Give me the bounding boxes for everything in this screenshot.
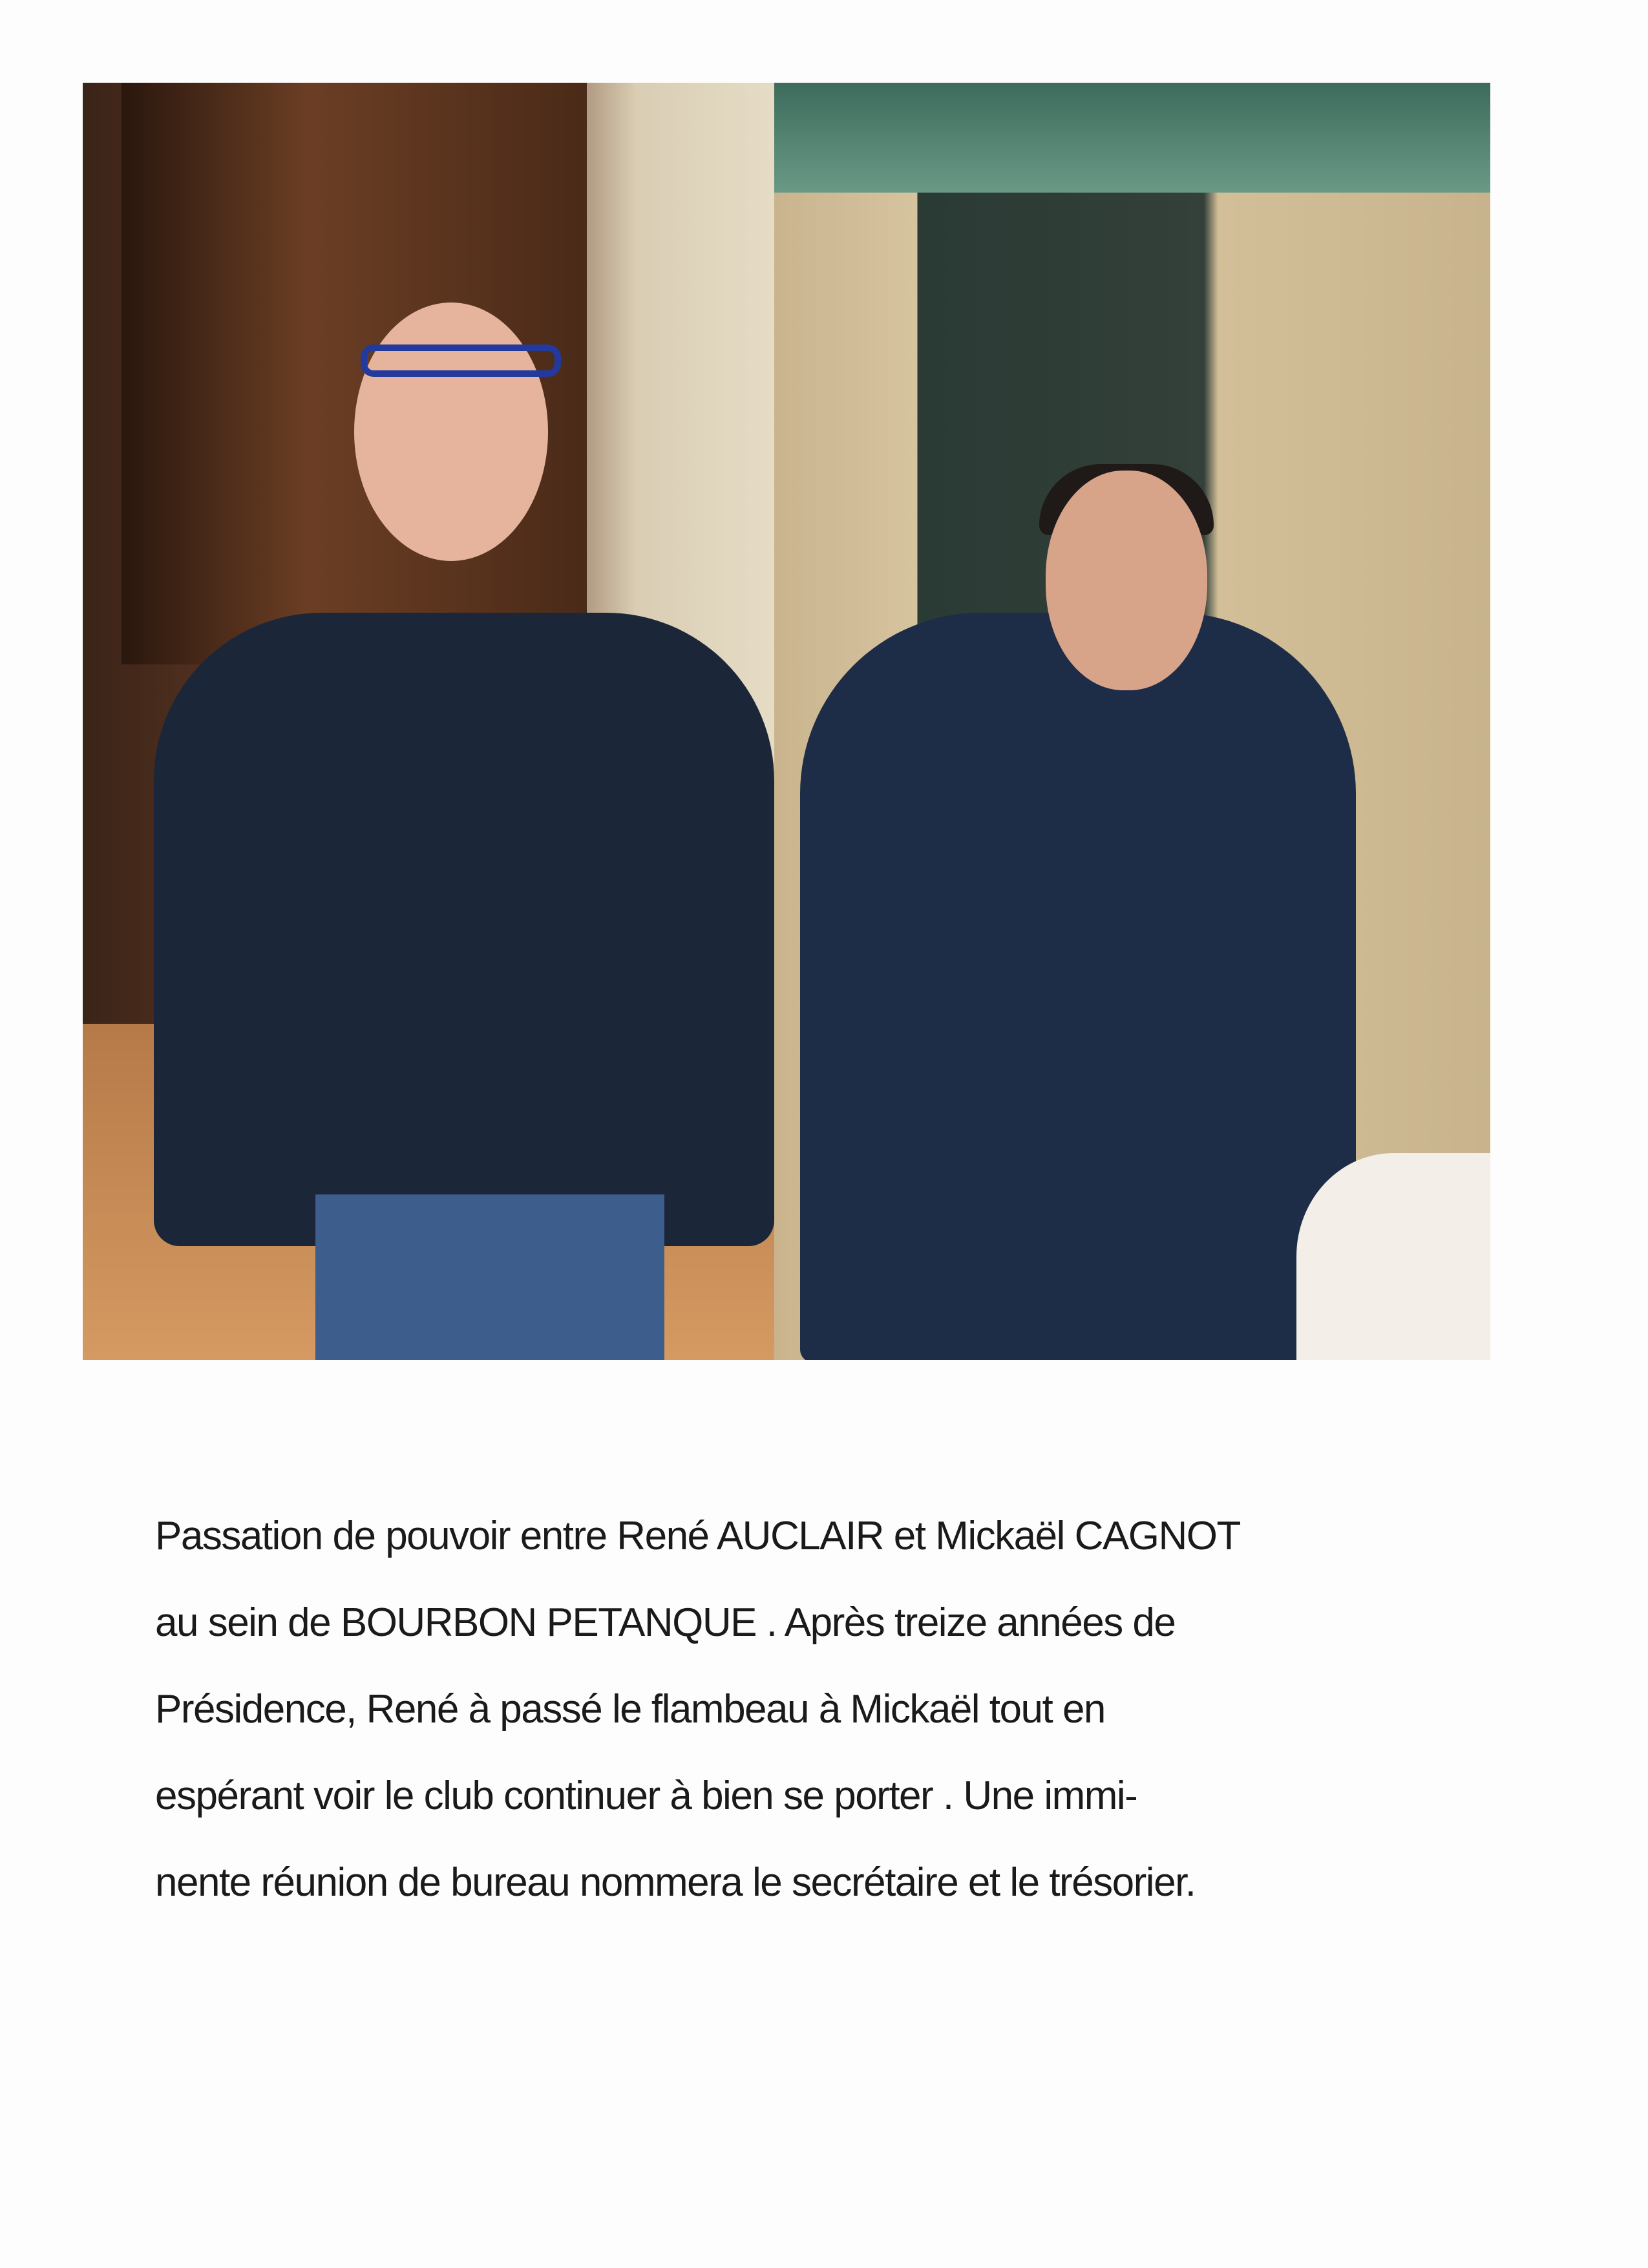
head: [354, 302, 548, 561]
jeans: [315, 1194, 664, 1360]
caption-line: au sein de BOURBON PETANQUE . Après treize années de: [155, 1600, 1176, 1645]
caption-line: Passation de pouvoir entre René AUCLAIR et Mickaël CAGNOT: [155, 1514, 1240, 1558]
glasses: [361, 344, 561, 377]
hoodie: [800, 613, 1356, 1360]
caption-line: Présidence, René à passé le flambeau à Mickaël tout en: [155, 1687, 1105, 1732]
caption-line: espérant voir le club continuer à bien se porter . Une immi-: [155, 1774, 1137, 1818]
photo-rene-auclair: [83, 83, 774, 1360]
foreground-hand: [1296, 1153, 1490, 1360]
caption-paragraph: [155, 1493, 1512, 1926]
caption-line: nente réunion de bureau nommera le secrétaire et le trésorier.: [155, 1860, 1196, 1905]
photo-mickael-cagnot: [774, 83, 1490, 1360]
head: [1046, 471, 1207, 690]
sweater: [154, 613, 774, 1246]
ceiling: [774, 83, 1490, 193]
